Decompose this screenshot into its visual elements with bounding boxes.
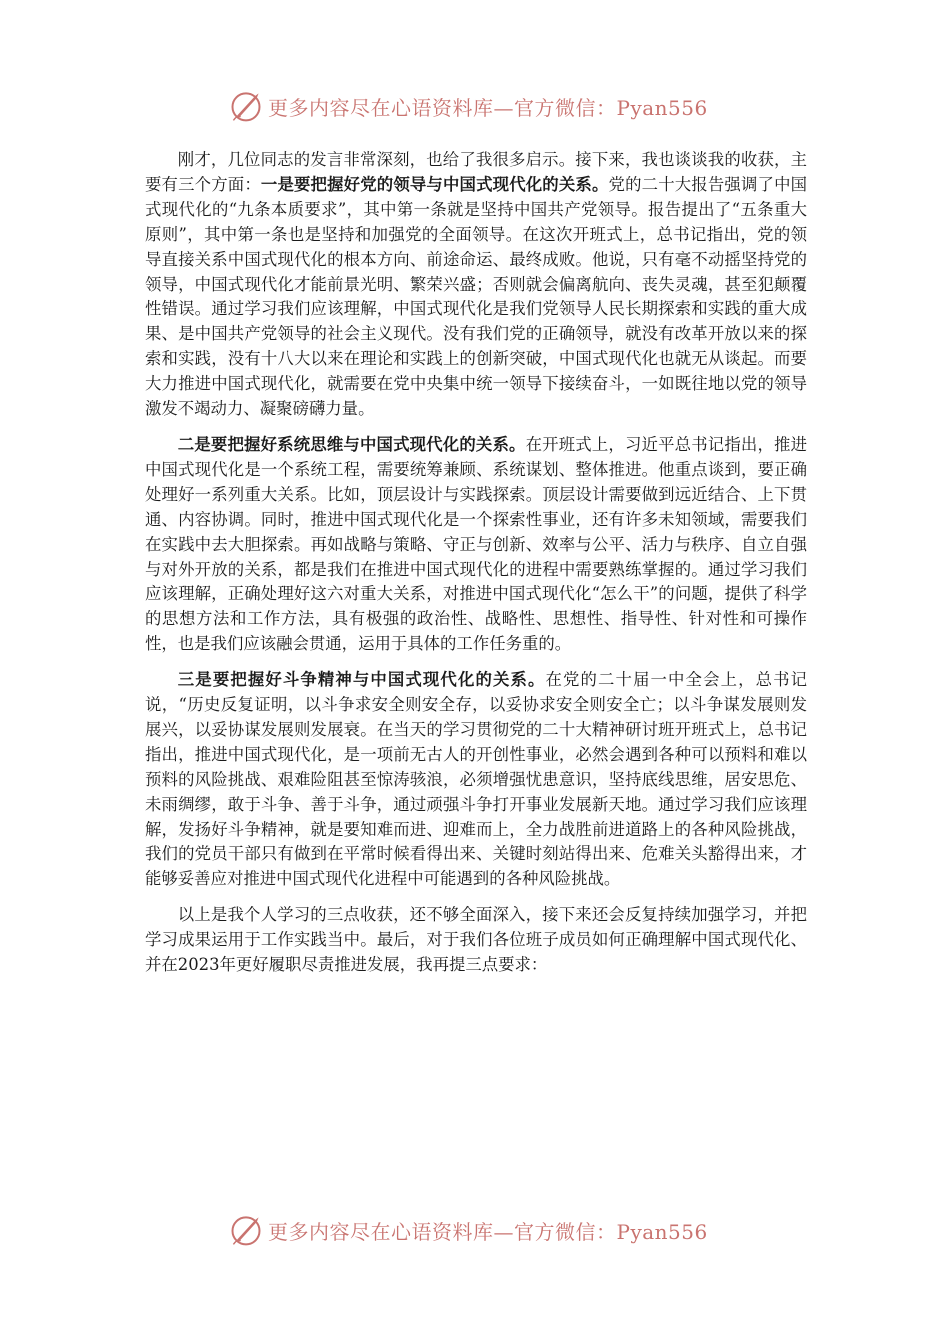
paragraph-1: 刚才，几位同志的发言非常深刻，也给了我很多启示。接下来，我也谈谈我的收获，主要有三个方面：一是要把握好党的领导与中国式现代化的关系。党的二十大报告强调了中国式现代化的“九条本质要求”，其中第一条就是坚持中国共产党领导。报告提出了“五条重大原则”，其中第一条也是坚持和加强党的全面领导。在这次开班式上，总书记指出，党的领导直接关系中国式现代化的根本方向、前途命运、最终成败。他说，只有毫不动摇坚持党的领导，中国式现代化才能前景光明、繁荣兴盛；否则就会偏离航向、丧失灵魂，甚至犯颠覆性错误。通过学习我们应该理解，中国式现代化是我们党领导人民长期探索和实践的重大成果、是中国共产党领导的社会主义现代。没有我们党的正确领导，就没有改革开放以来的探索和实践，没有十八大以来在理论和实践上的创新突破，中国式现代化也就无从谈起。而要大力推进中国式现代化，就需要在党中央集中统一领导下接续奋斗，一如既往地以党的领导激发不竭动力、凝聚磅礴力量。 xyxy=(145,150,808,419)
pen-logo-icon xyxy=(228,1212,264,1248)
watermark-header xyxy=(228,86,748,126)
paragraph-1-heading: 一是要把握好党的领导与中国式现代化的关系。 xyxy=(260,174,609,194)
pen-logo-icon xyxy=(228,88,264,124)
paragraph-2-heading: 二是要把握好系统思维与中国式现代化的关系。 xyxy=(177,434,526,454)
paragraph-4: 以上是我个人学习的三点收获，还不够全面深入，接下来还会反复持续加强学习，并把学习成果运用于工作实践当中。最后，对于我们各位班子成员如何正确理解中国式现代化、并在2023年更好履职尽责推进发展，我再提三点要求： xyxy=(145,905,807,975)
paragraph-2: 二是要把握好系统思维与中国式现代化的关系。在开班式上，习近平总书记指出，推进中国式现代化是一个系统工程，需要统筹兼顾、系统谋划、整体推进。他重点谈到，要正确处理好一系列重大关系。比如，顶层设计与实践探索。顶层设计需要做到远近结合、上下贯通、内容协调。同时，推进中国式现代化是一个探索性事业，还有许多未知领域，需要我们在实践中去大胆探索。再如战略与策略、守正与创新、效率与公平、活力与秩序、自立自强与对外开放的关系，都是我们在推进中国式现代化的进程中需要熟练掌握的。通过学习我们应该理解，正确处理好这六对重大关系，对推进中国式现代化“怎么干”的问题，提供了科学的思想方法和工作方法，具有极强的政治性、战略性、思想性、指导性、针对性和可操作性，也是我们应该融会贯通，运用于具体的工作任务重的。 xyxy=(145,434,807,654)
paragraph-3: 三是要把握好斗争精神与中国式现代化的关系。在党的二十届一中全会上，总书记说，“历史反复证明，以斗争求安全则安全存，以妥协求安全则安全亡；以斗争谋发展则发展兴，以妥协谋发展则发展衰。在当天的学习贯彻党的二十大精神研讨班开班式上，总书记指出，推进中国式现代化，是一项前无古人的开创性事业，必然会遇到各种可以预料和难以预料的风险挑战、艰难险阻甚至惊涛骇浪，必须增强忧患意识，坚持底线思维，居安思危、未雨绸缪，敢于斗争、善于斗争，通过顽强斗争打开事业发展新天地。通过学习我们应该理解，发扬好斗争精神，就是要知难而进、迎难而上，全力战胜前进道路上的各种风险挑战，我们的党员干部只有做到在平常时候看得出来、关键时刻站得出来、危难关头豁得出来，才能够妥善应对推进中国式现代化进程中可能遇到的各种风险挑战。 xyxy=(145,670,807,889)
watermark-text: 更多内容尽在心语资料库—官方微信：Pyan556 xyxy=(268,95,708,120)
document-body xyxy=(145,148,807,989)
watermark-footer xyxy=(228,1210,748,1250)
watermark-text: 更多内容尽在心语资料库—官方微信：Pyan556 xyxy=(268,1219,708,1244)
paragraph-3-heading: 三是要把握好斗争精神与中国式现代化的关系。 xyxy=(177,670,546,690)
